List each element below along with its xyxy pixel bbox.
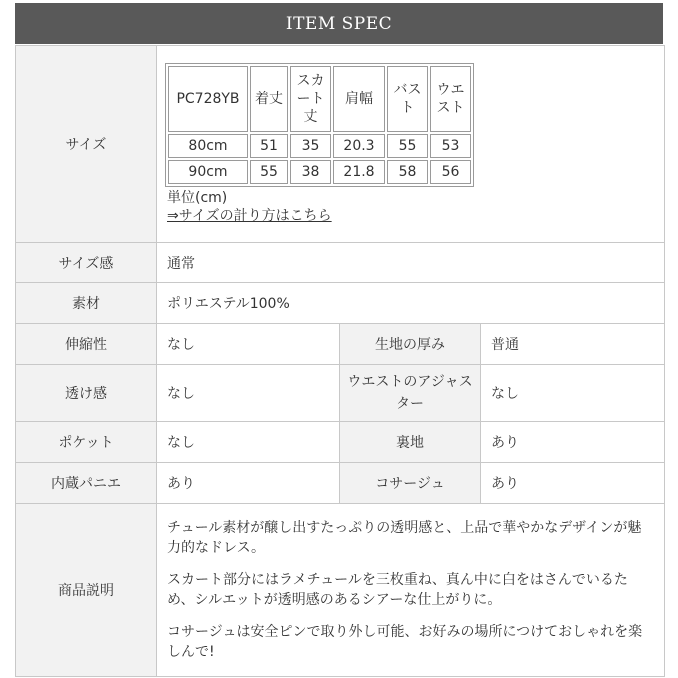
size-chart-cell: 56 (430, 160, 471, 184)
sheer-label: 透け感 (16, 365, 157, 422)
size-chart-cell: 55 (387, 134, 428, 158)
size-chart-header-product: PC728YB (168, 66, 248, 132)
thickness-label: 生地の厚み (340, 324, 481, 365)
spec-row-fit (16, 243, 665, 283)
material-label: 素材 (16, 283, 157, 324)
size-chart-cell: 58 (387, 160, 428, 184)
description-label: 商品説明 (16, 504, 157, 677)
size-chart-cell: 35 (290, 134, 331, 158)
size-chart-cell: 90cm (168, 160, 248, 184)
description-paragraph: コサージュは安全ピンで取り外し可能、お好みの場所につけておしゃれを楽しんで! (167, 624, 643, 660)
size-chart-cell: 53 (430, 134, 471, 158)
waist-adjuster-value: なし (481, 365, 665, 422)
spec-row-size (16, 46, 665, 243)
stretch-label: 伸縮性 (16, 324, 157, 365)
lining-label: 裏地 (340, 422, 481, 463)
description-paragraph: スカート部分にはラメチュールを三枚重ね、真ん中に白をはさんでいるため、シルエットが透明感のあるシアーな仕上がりに。 (167, 572, 628, 608)
spec-table (15, 45, 665, 677)
size-unit: 単位(cm) (167, 189, 228, 206)
waist-adjuster-label: ウエストのアジャスター (340, 365, 481, 422)
pannier-value: あり (157, 463, 340, 504)
material-value: ポリエステル100% (157, 283, 665, 324)
description-value (157, 504, 665, 677)
size-chart-header-shoulder: 肩幅 (333, 66, 385, 132)
size-chart-header-waist: ウエ スト (430, 66, 471, 132)
description-paragraph: チュール素材が醸し出すたっぷりの透明感と、上品で華やかなデザインが魅力的なドレス。 (167, 520, 642, 556)
size-measure-link[interactable]: ⇒サイズの計り方はこちら (167, 208, 332, 224)
item-spec-title: ITEM SPEC (285, 13, 393, 34)
item-spec-header (15, 3, 663, 44)
size-chart-header-length: 着丈 (250, 66, 288, 132)
corsage-value: あり (481, 463, 665, 504)
size-chart-cell: 80cm (168, 134, 248, 158)
corsage-label: コサージュ (340, 463, 481, 504)
pocket-label: ポケット (16, 422, 157, 463)
size-chart-cell: 38 (290, 160, 331, 184)
size-chart-cell: 20.3 (333, 134, 385, 158)
stretch-value: なし (157, 324, 340, 365)
size-chart-cell: 21.8 (333, 160, 385, 184)
size-label: サイズ (16, 46, 157, 243)
size-value (157, 46, 665, 243)
spec-row-material (16, 283, 665, 324)
size-chart (165, 63, 474, 187)
spec-row-description (16, 504, 665, 677)
spec-row-sheer (16, 365, 665, 422)
size-chart-header-bust: バス ト (387, 66, 428, 132)
sheer-value: なし (157, 365, 340, 422)
size-chart-row (168, 134, 471, 158)
size-chart-cell: 51 (250, 134, 288, 158)
size-chart-header-row (168, 66, 471, 132)
spec-row-pocket (16, 422, 665, 463)
fit-label: サイズ感 (16, 243, 157, 283)
thickness-value: 普通 (481, 324, 665, 365)
lining-value: あり (481, 422, 665, 463)
size-chart-row (168, 160, 471, 184)
spec-row-pannier (16, 463, 665, 504)
size-chart-header-skirt-length: スカ ート 丈 (290, 66, 331, 132)
pocket-value: なし (157, 422, 340, 463)
pannier-label: 内蔵パニエ (16, 463, 157, 504)
spec-row-stretch (16, 324, 665, 365)
fit-value: 通常 (157, 243, 665, 283)
size-chart-cell: 55 (250, 160, 288, 184)
